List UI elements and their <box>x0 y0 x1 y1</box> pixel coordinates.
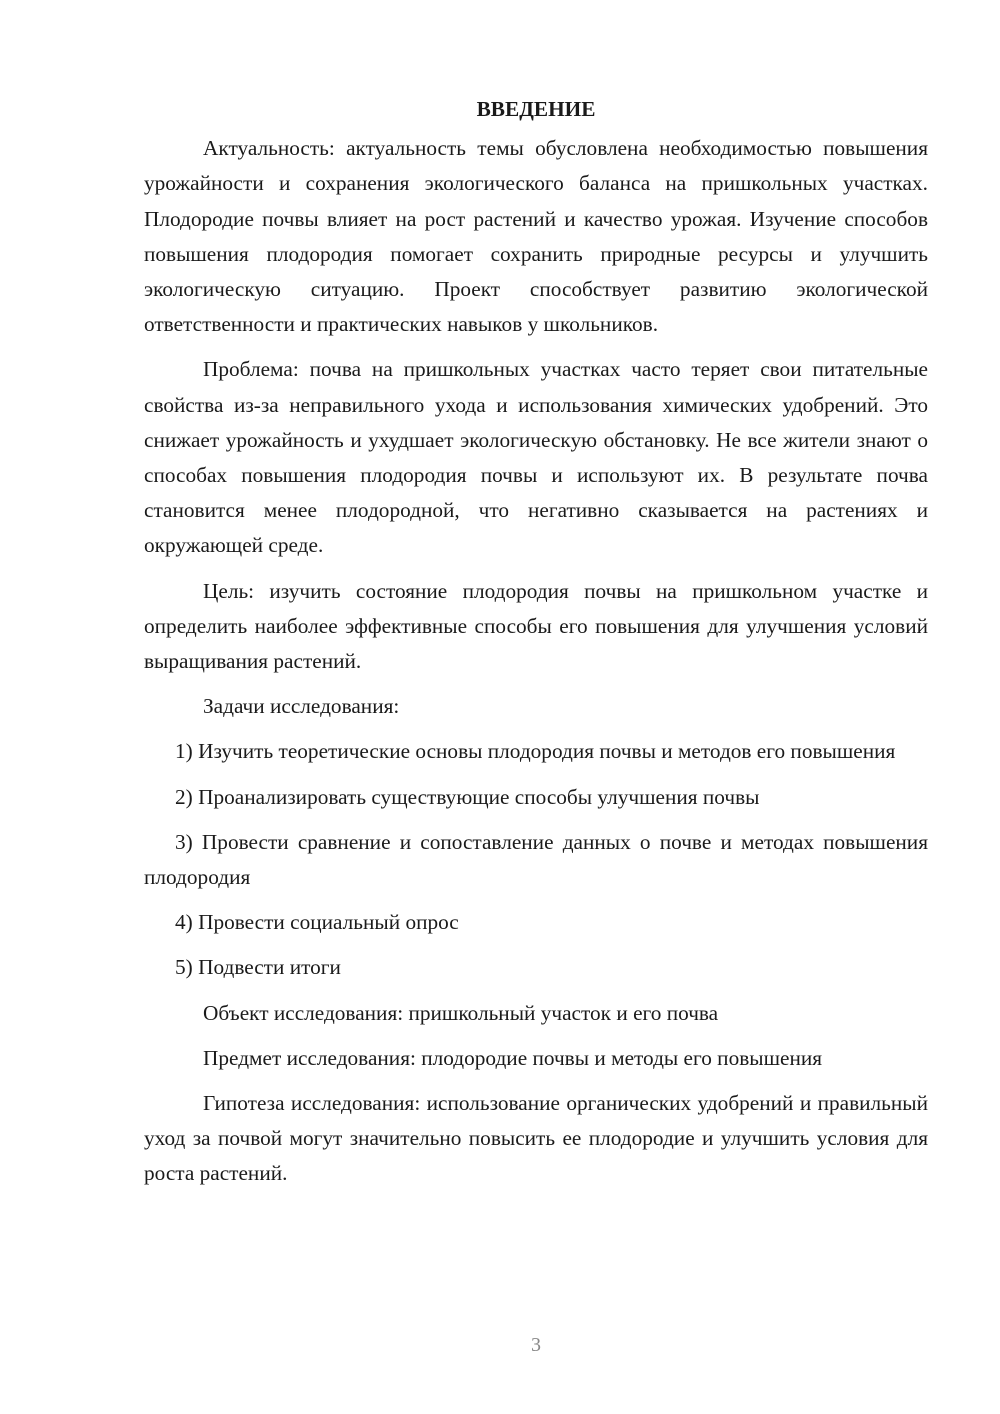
research-object: Объект исследования: пришкольный участок и его почва <box>203 1000 719 1025</box>
task-item-1: 1) Изучить теоретические основы плодородия почвы и методов его повышения <box>175 739 896 764</box>
research-hypothesis: Гипотеза исследования: использование органических удобрений и правильный уход за почвой могут значительно повысить ее плодородие и улучшить условия для роста растений. <box>144 1091 928 1186</box>
task-item-3: 3) Провести сравнение и сопоставление данных о почве и методах повышения плодородия <box>144 829 928 890</box>
document-page <box>144 92 928 1202</box>
task-item-5: 5) Подвести итоги <box>175 955 341 980</box>
tasks-heading: Задачи исследования: <box>203 694 400 719</box>
problem-paragraph: Проблема: почва на пришкольных участках часто теряет свои питательные свойства из-за неправильного ухода и использования химических удобрений. Это снижает урожайность и ухудшает экологическую обстановку. Не все жители знают о способах повышения плодородия почвы и используют их. В результате почва становится менее плодородной, что негативно сказывается на растениях и окружающей среде. <box>144 357 928 558</box>
goal-paragraph: Цель: изучить состояние плодородия почвы на пришкольном участке и определить наиболее эффективные способы его повышения для улучшения условий выращивания растений. <box>144 578 928 674</box>
research-subject: Предмет исследования: плодородие почвы и методы его повышения <box>203 1045 823 1070</box>
relevance-paragraph: Актуальность: актуальность темы обусловлена необходимостью повышения урожайности и сохранения экологического баланса на пришкольных участках. Плодородие почвы влияет на рост растений и качество урожая. Изучение способов повышения плодородия помогает сохранить природные ресурсы и улучшить экологическую ситуацию. Проект способствует развитию экологической ответственности и практических навыков у школьников. <box>144 136 928 337</box>
page-title: ВВЕДЕНИЕ <box>476 97 596 121</box>
task-item-4: 4) Провести социальный опрос <box>175 910 459 935</box>
task-item-2: 2) Проанализировать существующие способы улучшения почвы <box>175 784 760 809</box>
page-number: 3 <box>531 1334 541 1356</box>
